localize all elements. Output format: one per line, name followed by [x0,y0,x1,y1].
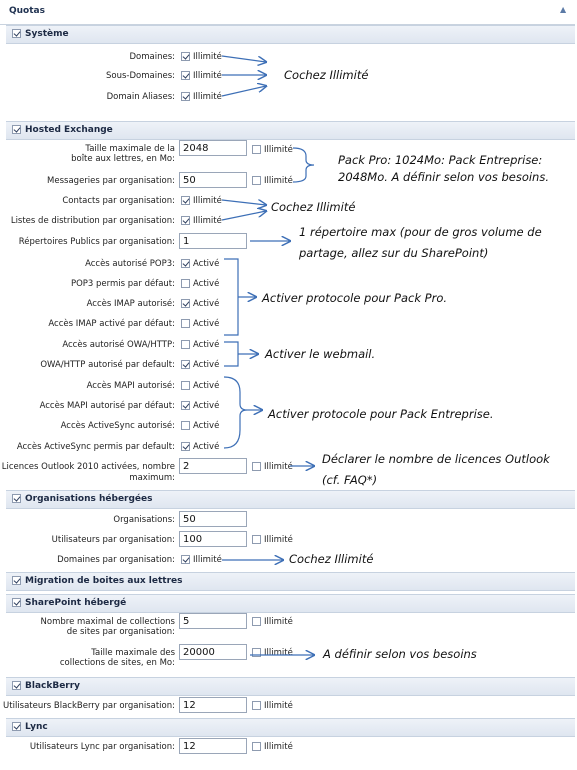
active-label: Activé [193,299,220,309]
label-users-org: Utilisateurs par organisation: [51,535,175,545]
bracket-icon [224,259,238,335]
triangle-up-icon[interactable]: ▲ [560,5,567,14]
label-outlook-line1: Licences Outlook 2010 activées, nombre [1,462,175,472]
bracket-icon [224,342,238,366]
label-taille-line1: Taille maximale de la [85,144,175,154]
section-label: Hosted Exchange [25,125,113,135]
label-mapi-def: Accès MAPI autorisé par défaut: [39,401,175,411]
arrow-icon [222,211,266,220]
label-pop3-auth: Accès autorisé POP3: [85,259,175,269]
label-sp-size-line2: collections de sites, en Mo: [59,658,175,668]
unlimited-label: Illimité [264,535,293,545]
label-outlook-line2: maximum: [129,473,175,483]
label-imap-auth: Accès IMAP autorisé: [86,299,175,309]
label-sp-size-line1: Taille maximale des [91,648,175,658]
label-contacts: Contacts par organisation: [62,196,175,206]
active-label: Activé [193,279,220,289]
label-sp-coll-line1: Nombre maximal de collections [40,617,175,627]
label-imap-def: Accès IMAP activé par défaut: [48,319,175,329]
bracket-icon [293,148,314,182]
note-outlook-line1: Déclarer le nombre de licences Outlook [322,452,550,466]
section-label: SharePoint hébergé [25,598,127,608]
label-mapi-auth: Accès MAPI autorisé: [86,381,175,391]
note-pack-line1: Pack Pro: 1024Mo: Pack Entreprise: [338,153,543,167]
section-label: BlackBerry [25,681,81,691]
label-lync-users: Utilisateurs Lync par organisation: [29,742,175,752]
note-repertoire-line1: 1 répertoire max (pour de gros volume de [299,225,542,239]
label-sous-domaines: Sous-Domaines: [106,71,175,81]
section-label: Migration de boites aux lettres [25,576,183,586]
active-label: Activé [193,421,220,431]
unlimited-label: Illimité [264,462,293,472]
unlimited-label: Illimité [264,617,293,627]
unlimited-label: Illimité [193,52,222,62]
note-repertoire-line2: partage, allez sur du SharePoint) [299,246,489,260]
arrow-icon [222,86,266,96]
label-repertoires: Répertoires Publics par organisation: [18,237,175,247]
unlimited-label: Illimité [264,176,293,186]
active-label: Activé [193,381,220,391]
note-cochez-illimite-1: Cochez Illimité [284,68,369,82]
bracket-icon [224,377,247,448]
label-owa-auth: Accès autorisé OWA/HTTP: [62,340,175,350]
note-cochez-illimite-3: Cochez Illimité [289,552,374,566]
note-pack-entreprise: Activer protocole pour Pack Entreprise. [268,407,494,421]
active-label: Activé [193,442,220,452]
section-label: Organisations hébergées [25,494,153,504]
label-bb-users: Utilisateurs BlackBerry par organisation: [3,701,175,711]
note-pack-pro: Activer protocole pour Pack Pro. [262,291,448,305]
active-label: Activé [193,319,220,329]
unlimited-label: Illimité [264,742,293,752]
arrow-icon [222,200,266,205]
unlimited-label: Illimité [193,92,222,102]
active-label: Activé [193,259,220,269]
note-definir: A définir selon vos besoins [323,647,477,661]
section-label: Lync [25,722,48,732]
label-owa-def: OWA/HTTP autorisé par default: [40,360,175,370]
label-messageries: Messageries par organisation: [47,176,175,186]
panel-title: Quotas [9,6,45,16]
active-label: Activé [193,340,220,350]
label-activesync-def: Accès ActiveSync permis par default: [16,442,175,452]
label-sp-coll-line2: de sites par organisation: [66,627,175,637]
active-label: Activé [193,360,220,370]
unlimited-label: Illimité [193,555,222,565]
unlimited-label: Illimité [193,196,222,206]
label-domain-aliases: Domain Aliases: [106,92,175,102]
label-listes: Listes de distribution par organisation: [10,216,175,226]
unlimited-label: Illimité [193,216,222,226]
note-pack-line2: 2048Mo. A définir selon vos besoins. [338,170,549,184]
label-orgs: Organisations: [113,515,175,525]
label-pop3-def: POP3 permis par défaut: [70,279,175,289]
unlimited-label: Illimité [264,145,293,155]
arrow-icon [222,56,266,62]
label-taille-line2: boîte aux lettres, en Mo: [71,154,175,164]
unlimited-label: Illimité [264,648,293,658]
active-label: Activé [193,401,220,411]
label-domains-org: Domaines par organisation: [57,555,175,565]
section-label: Système [25,29,69,39]
unlimited-label: Illimité [264,701,293,711]
note-outlook-line2: (cf. FAQ*) [322,473,378,487]
label-activesync-auth: Accès ActiveSync autorisé: [60,421,175,431]
label-domaines: Domaines: [129,52,175,62]
note-cochez-illimite-2: Cochez Illimité [271,200,356,214]
unlimited-label: Illimité [193,71,222,81]
note-webmail: Activer le webmail. [265,347,376,361]
